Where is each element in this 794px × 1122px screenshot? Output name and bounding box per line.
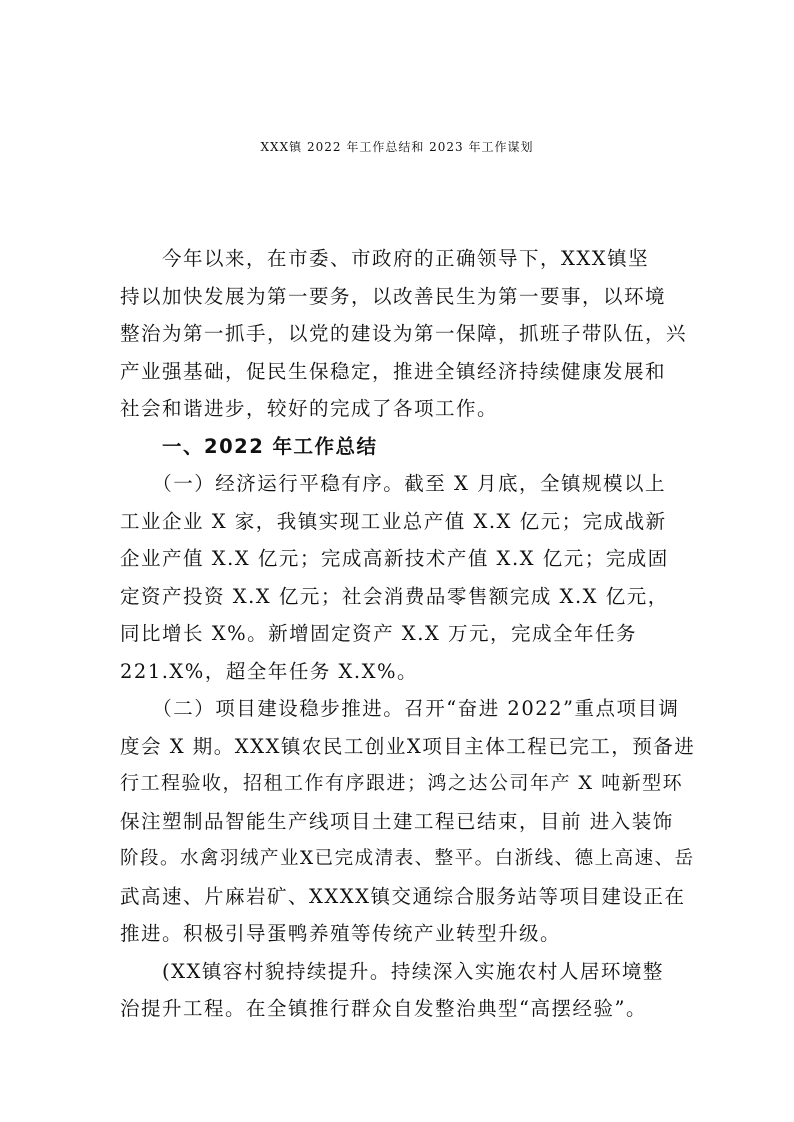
paragraph-line: （一）经济运行平稳有序。截至 X 月底，全镇规模以上 [120, 472, 667, 495]
paragraph-line: 整治为第一抓手，以党的建设为第一保障，抓班子带队伍，兴 [120, 322, 688, 345]
paragraph-line: 定资产投资 X.X 亿元；社会消费品零售额完成 X.X 亿元， [120, 584, 669, 608]
paragraph-line: 度会 X 期。XXX镇农民工创业X项目主体工程已完工，预备进 [120, 734, 696, 758]
paragraph-line: 企业产值 X.X 亿元；完成高新技术产值 X.X 亿元；完成固 [120, 547, 669, 570]
paragraph-line: 武高速、片麻岩矿、XXXX镇交通综合服务站等项目建设正在 [120, 884, 686, 908]
paragraph-line: 社会和谐进步，较好的完成了各项工作。 [120, 397, 499, 420]
paragraph-line: 阶段。水禽羽绒产业X已完成清表、整平。白浙线、德上高速、岳 [120, 848, 695, 869]
paragraph-line: 行工程验收，招租工作有序跟进；鸿之达公司年产 X 吨新型环 [120, 772, 684, 794]
document-body [120, 240, 696, 1028]
paragraph-line: 持以加快发展为第一要务，以改善民生为第一要事，以环境 [120, 284, 667, 308]
paragraph-line: 产业强基础，促民生保稳定，推进全镇经济持续健康发展和 [120, 359, 667, 383]
paragraph-line: 治提升工程。在全镇推行群众自发整治典型“高摆经验”。 [120, 997, 647, 1020]
paragraph-line: 今年以来，在市委、市政府的正确领导下，XXX镇坚 [120, 247, 650, 270]
paragraph-line: (XX镇容村貌持续提升。持续深入实施农村人居环境整 [120, 959, 664, 983]
section-heading: 一、2022 年工作总结 [120, 434, 378, 458]
paragraph-line: 工业企业 X 家，我镇实现工业总产值 X.X 亿元；完成战新 [120, 509, 667, 533]
paragraph-line: 221.X%，超全年任务 X.X%。 [120, 659, 419, 683]
paragraph-line: 推进。积极引导蛋鸭养殖等传统产业转型升级。 [120, 922, 562, 945]
paragraph-line: 同比增长 X%。新增固定资产 X.X 万元，完成全年任务 [120, 622, 637, 645]
paragraph-line: 保注塑制品智能生产线项目土建工程已结束，目前 进入装饰 [120, 809, 674, 833]
document-title: XXX镇 2022 年工作总结和 2023 年工作谋划 [260, 140, 534, 154]
paragraph-line: （二）项目建设稳步推进。召开“奋进 2022”重点项目调 [120, 697, 680, 720]
